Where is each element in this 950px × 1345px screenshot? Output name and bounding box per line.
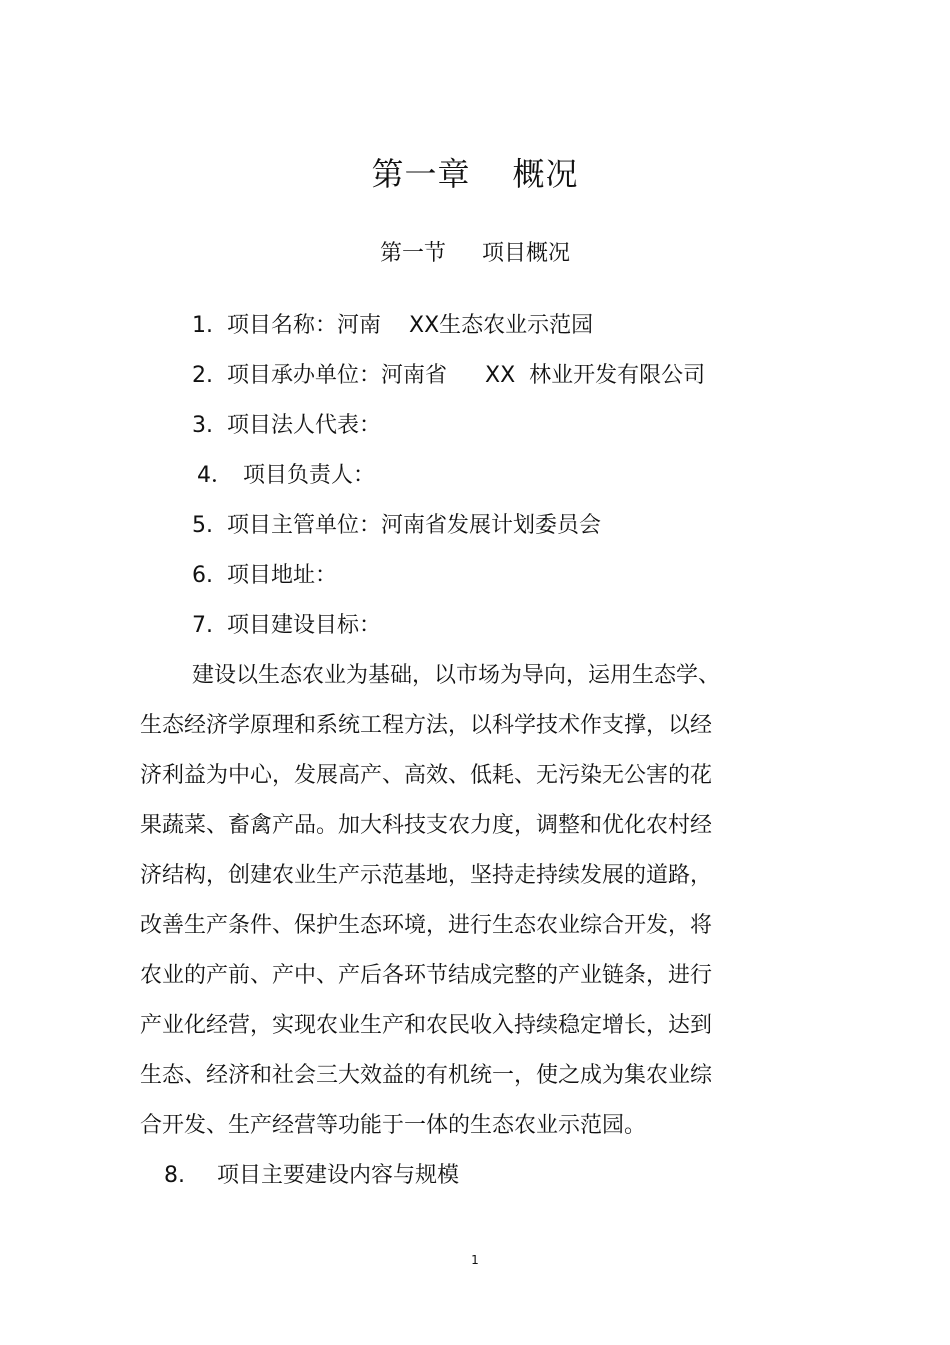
item-number: 5. (192, 513, 213, 538)
item-number: 2. (192, 363, 213, 388)
paragraph-line: 济结构，创建农业生产示范基地，坚持走持续发展的道路， (140, 863, 713, 888)
item-label: 项目负责人： (243, 463, 376, 488)
item-rest: 生态农业示范园 (439, 313, 594, 338)
page-number: 1 (471, 1253, 479, 1267)
chapter-title (0, 155, 950, 193)
item-main-content (164, 1165, 459, 1187)
item-label: 项目法人代表： (227, 413, 382, 438)
item-code: XX (409, 313, 440, 338)
item-label: 项目承办单位：河南省 (227, 363, 448, 388)
item-label: 项目名称：河南 (227, 313, 382, 338)
item-rest: 林业开发有限公司 (529, 363, 706, 388)
item-responsible-person (197, 465, 375, 487)
item-label: 项目建设目标： (227, 613, 382, 638)
section-name: 项目概况 (482, 241, 571, 266)
paragraph-line: 生态、经济和社会三大效益的有机统一，使之成为集农业综 (140, 1063, 713, 1088)
item-number: 3. (192, 413, 213, 438)
chapter-name: 概况 (512, 155, 579, 193)
item-number: 6. (192, 563, 213, 588)
section-number: 第一节 (379, 241, 446, 266)
item-supervising-unit (192, 515, 601, 537)
paragraph-line: 建设以生态农业为基础，以市场为导向，运用生态学、 (192, 663, 721, 688)
chapter-number: 第一章 (371, 155, 471, 193)
paragraph-line: 济利益为中心，发展高产、高效、低耗、无污染无公害的花 (140, 763, 713, 788)
paragraph-line: 生态经济学原理和系统工程方法，以科学技术作支撑，以经 (140, 713, 713, 738)
item-legal-representative (192, 415, 381, 437)
paragraph-line: 合开发、生产经营等功能于一体的生态农业示范园。 (140, 1113, 647, 1138)
item-number: 1. (192, 313, 213, 338)
item-label: 项目主要建设内容与规模 (217, 1163, 460, 1188)
item-construction-goal (192, 615, 381, 637)
section-title (0, 243, 950, 265)
item-label: 项目主管单位：河南省发展计划委员会 (227, 513, 602, 538)
item-project-name (192, 315, 593, 337)
paragraph-line: 改善生产条件、保护生态环境，进行生态农业综合开发，将 (140, 913, 713, 938)
item-label: 项目地址： (227, 563, 338, 588)
item-number: 7. (192, 613, 213, 638)
item-host-unit (192, 365, 705, 387)
paragraph-line: 果蔬菜、畜禽产品。加大科技支农力度，调整和优化农村经 (140, 813, 713, 838)
item-number: 8. (164, 1163, 185, 1188)
item-code: XX (485, 363, 516, 388)
item-address (192, 565, 337, 587)
paragraph-line: 产业化经营，实现农业生产和农民收入持续稳定增长，达到 (140, 1013, 713, 1038)
paragraph-line: 农业的产前、产中、产后各环节结成完整的产业链条，进行 (140, 963, 713, 988)
item-number: 4． (197, 463, 233, 488)
